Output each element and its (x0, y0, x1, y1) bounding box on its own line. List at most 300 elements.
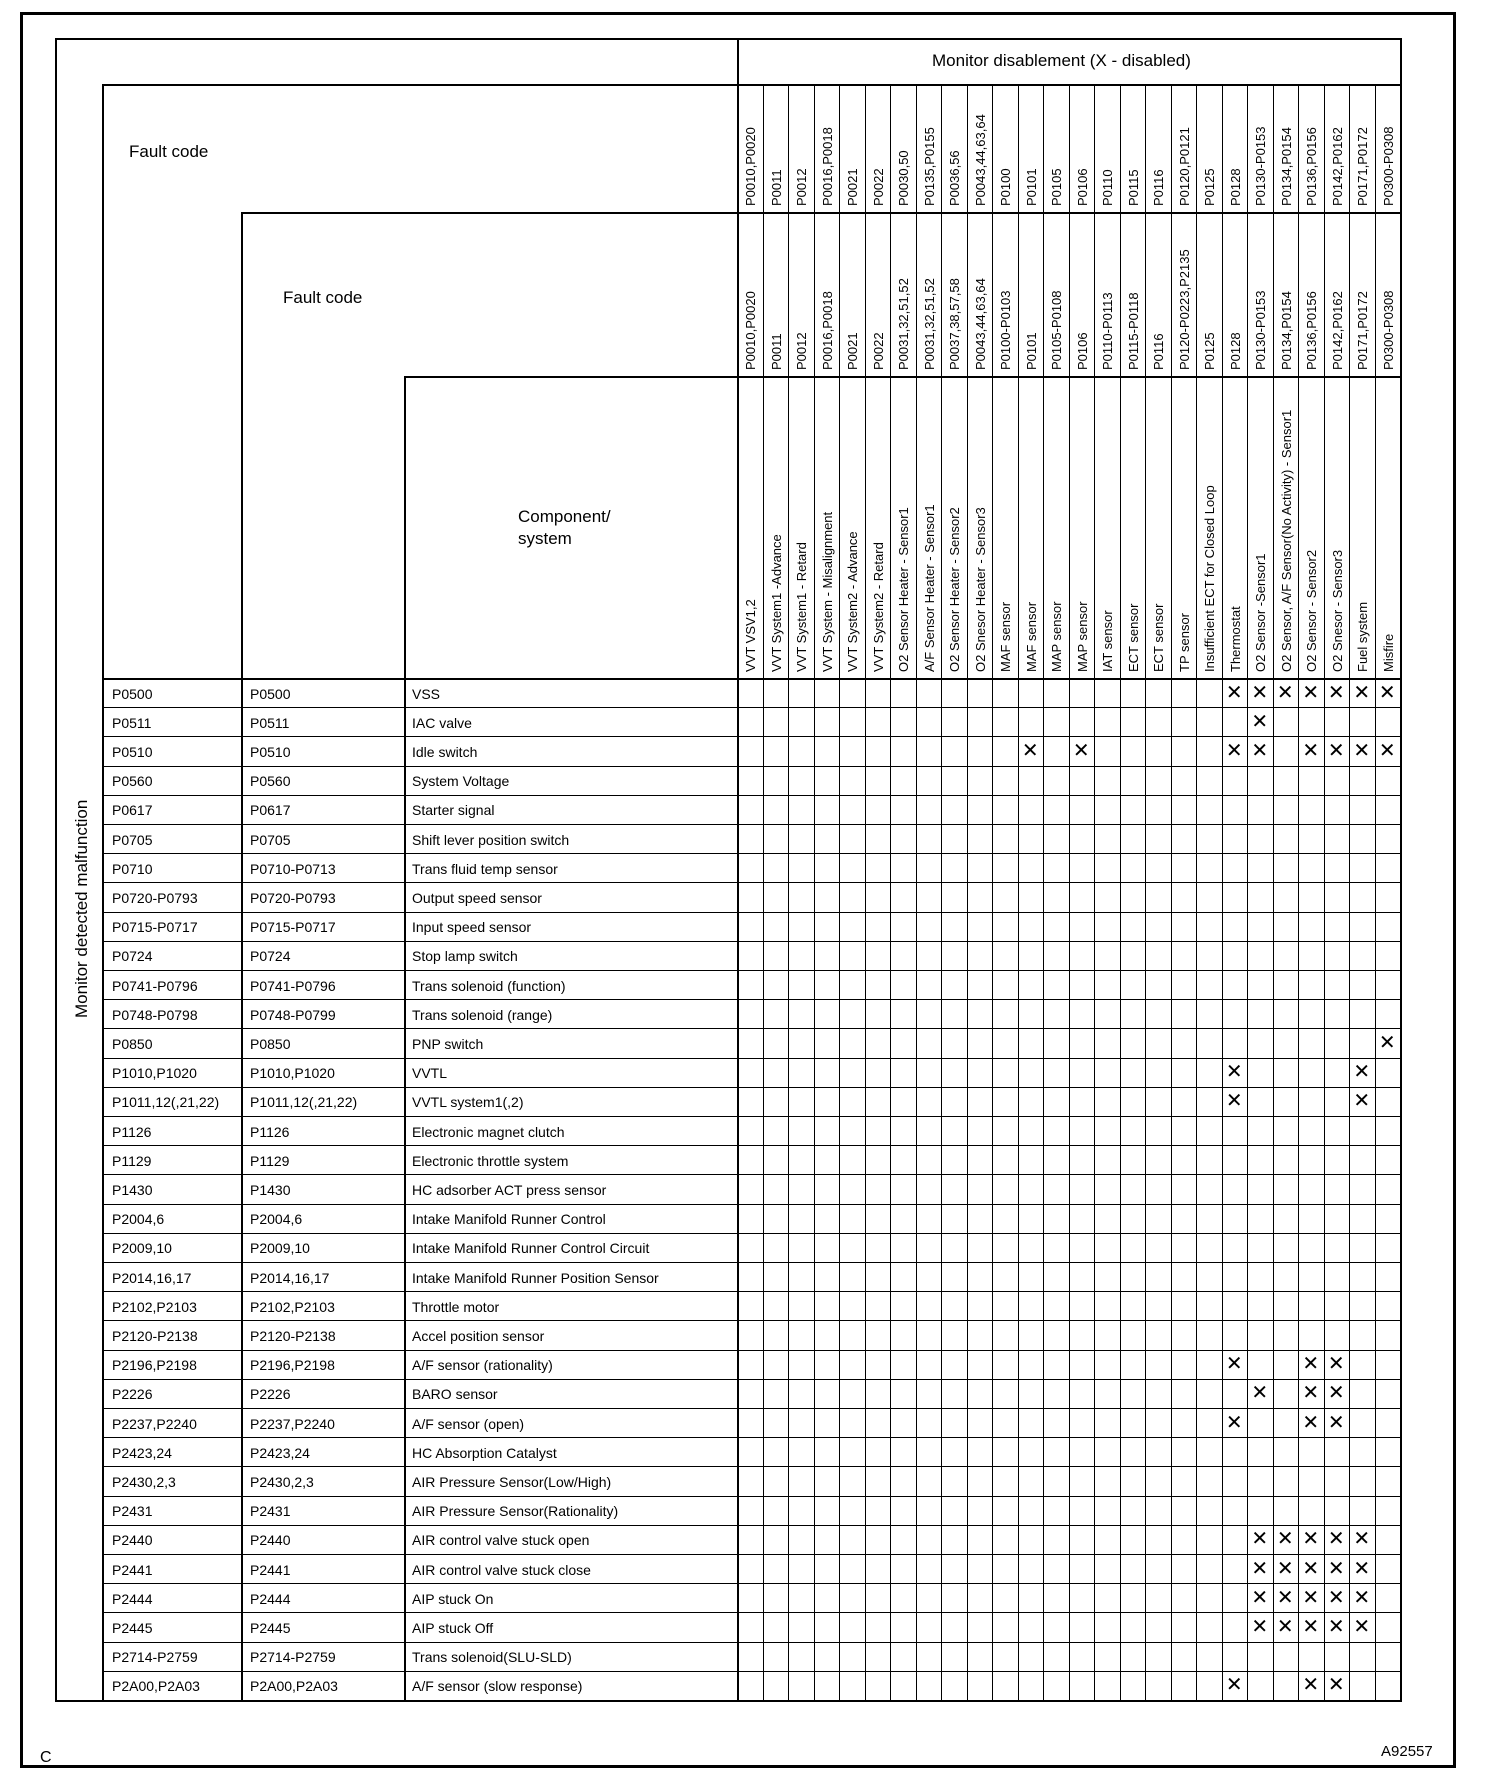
row-divider (102, 1671, 1400, 1672)
row-component: AIR control valve stuck close (412, 1561, 591, 1578)
disabled-mark: ✕ (1276, 1528, 1294, 1551)
column-code-2: P0010,P0020 (743, 291, 758, 370)
disabled-mark: ✕ (1378, 681, 1396, 704)
column-system: O2 Sensor - Sensor2 (1304, 549, 1319, 672)
row-component: Starter signal (412, 802, 495, 819)
col-divider-component (404, 376, 406, 1700)
row-code-2: P2440 (250, 1532, 291, 1549)
row-code-1: P2009,10 (112, 1240, 172, 1257)
disabled-mark: ✕ (1225, 1674, 1243, 1697)
column-system: MAP sensor (1074, 601, 1090, 672)
row-divider (102, 1028, 1400, 1029)
row-code-2: P0748-P0799 (250, 1006, 336, 1023)
row-component: System Voltage (412, 773, 510, 790)
disabled-mark: ✕ (1353, 1616, 1371, 1638)
header-component: Component/ system (518, 507, 611, 548)
row-code-2: P2423,24 (250, 1444, 310, 1461)
row-code-1: P0720-P0793 (112, 890, 198, 906)
disabled-mark: ✕ (1251, 1557, 1269, 1580)
table-border-right (1400, 38, 1402, 1702)
column-system: O2 Sensor Heater - Sensor2 (947, 507, 962, 672)
system-col-divider (890, 84, 891, 1700)
row-code-1: P0510 (112, 744, 153, 760)
col-divider-systems (737, 38, 739, 1700)
header-line-bottom (102, 678, 1400, 680)
row-component: HC Absorption Catalyst (412, 1444, 557, 1461)
row-code-1: P0741-P0796 (112, 977, 198, 994)
row-component: VSS (412, 685, 441, 702)
row-code-2: P2430,2,3 (250, 1474, 314, 1490)
system-col-divider (1349, 84, 1350, 1700)
system-col-divider (941, 84, 942, 1700)
column-system: TP sensor (1176, 612, 1192, 672)
figure-id: A92557 (1381, 1743, 1433, 1760)
row-code-2: P2120-P2138 (250, 1328, 336, 1344)
row-divider (102, 1466, 1400, 1467)
system-col-divider (763, 84, 764, 1700)
column-code-1: P0016,P0018 (819, 127, 835, 206)
system-col-divider (1324, 84, 1325, 1700)
disabled-mark: ✕ (1251, 1616, 1269, 1638)
table-border-top (55, 38, 1400, 40)
row-component: Intake Manifold Runner Control Circuit (412, 1240, 650, 1257)
column-code-2: P0016,P0018 (819, 291, 835, 370)
column-system: ECT sensor (1125, 603, 1141, 672)
column-code-2: P0115-P0118 (1125, 292, 1141, 370)
disabled-mark: ✕ (1353, 1061, 1371, 1084)
system-col-divider (865, 84, 866, 1700)
column-system: VVT System1 - Retard (794, 542, 809, 672)
row-code-1: P1126 (112, 1123, 152, 1140)
row-code-2: P0705 (250, 831, 291, 848)
column-code-2: P0136,P0156 (1304, 291, 1319, 370)
system-col-divider (1094, 84, 1095, 1700)
row-divider (102, 795, 1400, 796)
row-component: Idle switch (412, 744, 478, 760)
row-component: A/F sensor (open) (412, 1415, 525, 1432)
system-col-divider (1043, 84, 1044, 1700)
row-code-1: P2444 (112, 1590, 153, 1607)
header-line-2 (241, 212, 1400, 214)
column-code-2: P0043,44,63,64 (972, 278, 988, 370)
row-component: AIP stuck Off (412, 1620, 494, 1636)
row-code-1: P2441 (112, 1561, 153, 1578)
column-system: A/F Sensor Heater - Sensor1 (921, 504, 937, 672)
disabled-mark: ✕ (1251, 681, 1269, 704)
column-system: MAF sensor (998, 601, 1013, 672)
row-code-2: P1010,P1020 (250, 1065, 335, 1082)
row-component: AIR control valve stuck open (412, 1532, 590, 1549)
system-col-divider (967, 84, 968, 1700)
system-col-divider (1247, 84, 1248, 1700)
row-code-1: P1430 (112, 1182, 153, 1198)
row-component: PNP switch (412, 1036, 484, 1052)
row-divider (102, 999, 1400, 1000)
disabled-mark: ✕ (1327, 1353, 1345, 1376)
row-code-2: P2196,P2198 (250, 1357, 335, 1374)
column-code-2: P0125 (1202, 332, 1217, 370)
row-code-1: P2A00,P2A03 (112, 1678, 200, 1695)
row-code-2: P2009,10 (250, 1240, 310, 1257)
col-divider-code2 (241, 212, 243, 1700)
row-component: A/F sensor (rationality) (412, 1357, 553, 1374)
disabled-mark: ✕ (1302, 740, 1320, 762)
system-col-divider (1145, 84, 1146, 1700)
row-divider (102, 1525, 1400, 1526)
row-code-2: P0724 (250, 948, 291, 965)
corner-label: C (40, 1749, 52, 1766)
row-divider (102, 766, 1400, 767)
column-code-2: P0134,P0154 (1278, 291, 1294, 370)
column-system: MAF sensor (1023, 601, 1039, 672)
disabled-mark: ✕ (1327, 1382, 1345, 1405)
column-code-1: P0125 (1202, 168, 1217, 206)
row-code-2: P0617 (250, 802, 291, 819)
disabled-mark: ✕ (1276, 1616, 1294, 1638)
row-divider (102, 1379, 1400, 1380)
row-divider (102, 1174, 1400, 1175)
column-system: O2 Sensor, A/F Sensor(No Activity) - Sensor1 (1278, 409, 1294, 672)
row-code-1: P0705 (112, 831, 153, 848)
row-divider (102, 707, 1400, 708)
disabled-mark: ✕ (1378, 740, 1396, 762)
disabled-mark: ✕ (1353, 681, 1371, 704)
row-code-2: P2714-P2759 (250, 1649, 336, 1666)
row-divider (102, 1554, 1400, 1555)
row-component: Trans solenoid (range) (412, 1006, 553, 1023)
system-col-divider (839, 84, 840, 1700)
row-divider (102, 1262, 1400, 1263)
column-system: O2 Sensor Heater - Sensor1 (896, 507, 911, 672)
header-fault-code-1: Fault code (129, 142, 209, 161)
column-code-2: P0130-P0153 (1253, 290, 1268, 370)
row-component: Input speed sensor (412, 919, 532, 936)
row-divider (102, 1496, 1400, 1497)
disabled-mark: ✕ (1276, 681, 1294, 704)
system-col-divider (1196, 84, 1197, 1700)
column-code-2: P0100-P0103 (998, 290, 1013, 370)
system-col-divider (1171, 84, 1172, 1700)
disabled-mark: ✕ (1251, 740, 1269, 762)
disabled-mark: ✕ (1302, 1586, 1320, 1609)
row-code-1: P0715-P0717 (112, 919, 198, 936)
column-code-1: P0134,P0154 (1278, 127, 1294, 206)
row-code-1: P0500 (112, 685, 153, 702)
column-code-2: P0022 (870, 332, 886, 370)
row-code-2: P0510 (250, 744, 291, 760)
row-code-2: P2004,6 (250, 1211, 303, 1228)
column-code-2: P0120-P0223,P2135 (1176, 249, 1192, 370)
column-system: Fuel system (1355, 601, 1370, 672)
row-code-2: P2102,P2103 (250, 1298, 335, 1315)
row-code-1: P2120-P2138 (112, 1328, 198, 1344)
header-line-3 (404, 376, 1400, 378)
system-col-divider (814, 84, 815, 1700)
column-system: IAT sensor (1100, 610, 1115, 672)
row-code-1: P0850 (112, 1036, 153, 1052)
column-code-1: P0012 (794, 168, 809, 206)
row-divider (102, 1642, 1400, 1643)
row-component: HC adsorber ACT press sensor (412, 1182, 607, 1198)
disabled-mark: ✕ (1327, 1674, 1345, 1697)
column-system: O2 Sensor -Sensor1 (1253, 553, 1268, 672)
row-code-1: P2431 (112, 1503, 153, 1520)
row-divider (102, 1408, 1400, 1409)
row-component: Stop lamp switch (412, 948, 518, 965)
row-component: Trans fluid temp sensor (412, 860, 558, 877)
column-code-1: P0105 (1049, 168, 1064, 206)
table-border-left (55, 38, 57, 1700)
row-divider (102, 1612, 1400, 1613)
row-component: Shift lever position switch (412, 831, 570, 848)
row-code-2: P2441 (250, 1561, 291, 1578)
row-component: VVTL (412, 1065, 448, 1082)
disabled-mark: ✕ (1302, 681, 1320, 704)
row-code-1: P0511 (112, 714, 152, 731)
row-code-2: P1126 (250, 1123, 290, 1140)
row-code-2: P1129 (250, 1152, 290, 1169)
column-code-2: P0116 (1151, 333, 1166, 370)
column-code-2: P0037,38,57,58 (947, 278, 962, 370)
disabled-mark: ✕ (1353, 1528, 1371, 1551)
row-code-1: P2004,6 (112, 1211, 165, 1228)
row-divider (102, 1087, 1400, 1088)
disabled-mark: ✕ (1225, 740, 1243, 762)
row-component: Accel position sensor (412, 1328, 545, 1344)
row-code-1: P2430,2,3 (112, 1474, 176, 1490)
row-component: AIR Pressure Sensor(Low/High) (412, 1474, 612, 1490)
column-code-2: P0101 (1023, 332, 1039, 370)
row-component: Intake Manifold Runner Position Sensor (412, 1269, 659, 1286)
disabled-mark: ✕ (1021, 740, 1039, 762)
column-code-2: P0031,32,51,52 (921, 278, 937, 370)
row-divider (102, 1291, 1400, 1292)
row-code-1: P0724 (112, 948, 153, 965)
system-col-divider (992, 84, 993, 1700)
column-code-1: P0130-P0153 (1253, 126, 1268, 206)
column-code-2: P0012 (794, 332, 809, 370)
disabled-mark: ✕ (1327, 1557, 1345, 1580)
row-code-1: P2014,16,17 (112, 1269, 192, 1286)
header-fault-code-2: Fault code (283, 288, 363, 307)
column-system: Thermostat (1227, 606, 1243, 672)
column-system: VVT System2 - Advance (845, 531, 860, 672)
column-code-2: P0106 (1074, 332, 1090, 370)
column-system: Misfire (1380, 633, 1396, 672)
row-code-2: P0720-P0793 (250, 890, 336, 906)
row-code-2: P2226 (250, 1386, 291, 1403)
disabled-mark: ✕ (1327, 681, 1345, 704)
column-code-2: P0011 (768, 333, 784, 370)
row-component: Output speed sensor (412, 890, 542, 906)
column-code-2: P0300-P0308 (1380, 290, 1396, 370)
column-code-2: P0142,P0162 (1329, 291, 1345, 370)
row-divider (102, 882, 1400, 883)
column-code-1: P0142,P0162 (1329, 127, 1345, 206)
column-system: VVT VSV1,2 (743, 599, 758, 672)
disabled-mark: ✕ (1302, 1557, 1320, 1580)
row-code-1: P1011,12(,21,22) (112, 1094, 220, 1111)
column-code-1: P0043,44,63,64 (972, 114, 988, 206)
disabled-mark: ✕ (1225, 1061, 1243, 1084)
row-divider (102, 736, 1400, 737)
disabled-mark: ✕ (1327, 1528, 1345, 1551)
row-code-2: P2445 (250, 1620, 291, 1636)
row-divider (102, 824, 1400, 825)
disabled-mark: ✕ (1225, 681, 1243, 704)
row-component: VVTL system1(,2) (412, 1094, 524, 1111)
row-component: Throttle motor (412, 1298, 500, 1315)
column-code-2: P0128 (1227, 332, 1243, 370)
row-divider (102, 1320, 1400, 1321)
row-code-1: P2196,P2198 (112, 1357, 197, 1374)
row-code-1: P2714-P2759 (112, 1649, 198, 1666)
column-system: ECT sensor (1151, 603, 1166, 672)
disabled-mark: ✕ (1353, 1586, 1371, 1609)
row-divider (102, 853, 1400, 854)
row-code-1: P2445 (112, 1620, 153, 1636)
disabled-mark: ✕ (1251, 1586, 1269, 1609)
row-code-1: P0748-P0798 (112, 1006, 198, 1023)
column-system: Insufficient ECT for Closed Loop (1202, 485, 1217, 672)
disabled-mark: ✕ (1225, 1090, 1243, 1113)
disabled-mark: ✕ (1276, 1586, 1294, 1609)
column-code-1: P0116 (1151, 169, 1166, 206)
column-code-1: P0030,50 (896, 150, 911, 206)
row-code-1: P1129 (112, 1152, 152, 1169)
row-code-2: P0850 (250, 1036, 291, 1052)
row-code-2: P1011,12(,21,22) (250, 1094, 358, 1111)
row-divider (102, 1145, 1400, 1146)
disabled-mark: ✕ (1302, 1382, 1320, 1405)
row-component: BARO sensor (412, 1386, 498, 1403)
disabled-mark: ✕ (1327, 740, 1345, 762)
disabled-mark: ✕ (1353, 740, 1371, 762)
table-border-bottom (55, 1700, 1400, 1702)
row-component: Trans solenoid (function) (412, 977, 566, 994)
row-code-1: P0617 (112, 802, 153, 819)
row-divider (102, 1116, 1400, 1117)
column-code-1: P0106 (1074, 168, 1090, 206)
row-code-1: P2237,P2240 (112, 1415, 197, 1432)
column-code-1: P0100 (998, 168, 1013, 206)
disabled-mark: ✕ (1353, 1557, 1371, 1580)
row-code-1: P2102,P2103 (112, 1298, 197, 1315)
row-code-2: P2431 (250, 1503, 291, 1520)
disabled-mark: ✕ (1327, 1411, 1345, 1434)
row-code-2: P2237,P2240 (250, 1415, 335, 1432)
row-code-2: P1430 (250, 1182, 291, 1198)
row-code-2: P0710-P0713 (250, 860, 336, 877)
row-code-2: P2444 (250, 1590, 291, 1607)
header-line-1 (102, 84, 1400, 86)
row-component: Electronic throttle system (412, 1152, 569, 1169)
row-divider (102, 1058, 1400, 1059)
row-component: Trans solenoid(SLU-SLD) (412, 1649, 572, 1666)
disabled-mark: ✕ (1225, 1411, 1243, 1434)
row-code-2: P2A00,P2A03 (250, 1678, 338, 1695)
column-code-1: P0115 (1125, 169, 1141, 206)
row-code-1: P2226 (112, 1386, 153, 1403)
system-col-divider (1298, 84, 1299, 1700)
column-system: VVT System - Misalignment (819, 511, 835, 672)
side-label: Monitor detected malfunction (72, 799, 91, 1018)
disabled-mark: ✕ (1327, 1616, 1345, 1638)
column-code-1: P0110 (1100, 169, 1115, 206)
column-system: VVT System1 -Advance (768, 534, 784, 672)
disabled-mark: ✕ (1072, 740, 1090, 762)
column-code-1: P0300-P0308 (1380, 126, 1396, 206)
disabled-mark: ✕ (1302, 1674, 1320, 1697)
disabled-mark: ✕ (1378, 1032, 1396, 1054)
row-component: Electronic magnet clutch (412, 1123, 565, 1140)
column-code-1: P0136,P0156 (1304, 127, 1319, 206)
row-component: A/F sensor (slow response) (412, 1678, 583, 1695)
column-code-1: P0010,P0020 (743, 127, 758, 206)
system-col-divider (1375, 84, 1376, 1700)
row-code-1: P2423,24 (112, 1444, 172, 1461)
row-divider (102, 1350, 1400, 1351)
disabled-mark: ✕ (1276, 1557, 1294, 1580)
row-divider (102, 1204, 1400, 1205)
row-code-2: P0500 (250, 685, 291, 702)
disabled-mark: ✕ (1225, 1353, 1243, 1376)
row-code-1: P1010,P1020 (112, 1065, 197, 1082)
column-code-1: P0036,56 (947, 150, 962, 206)
system-col-divider (1069, 84, 1070, 1700)
row-divider (102, 941, 1400, 942)
column-system: O2 Snesor Heater - Sensor3 (972, 507, 988, 672)
column-code-1: P0021 (845, 168, 860, 206)
column-system: O2 Snesor - Sensor3 (1329, 549, 1345, 672)
row-code-1: P0560 (112, 773, 153, 790)
disabled-mark: ✕ (1302, 1353, 1320, 1376)
column-system: VVT System2 - Retard (870, 542, 886, 672)
column-code-1: P0011 (768, 169, 784, 206)
row-code-1: P0710 (112, 860, 153, 877)
row-code-2: P0715-P0717 (250, 919, 336, 936)
disabled-mark: ✕ (1251, 1528, 1269, 1551)
row-divider (102, 1437, 1400, 1438)
column-code-1: P0135,P0155 (921, 127, 937, 206)
row-component: Intake Manifold Runner Control (412, 1211, 606, 1228)
system-col-divider (1273, 84, 1274, 1700)
system-col-divider (1222, 84, 1223, 1700)
row-component: AIR Pressure Sensor(Rationality) (412, 1503, 619, 1520)
system-col-divider (1120, 84, 1121, 1700)
group-header: Monitor disablement (X - disabled) (932, 51, 1191, 70)
disabled-mark: ✕ (1327, 1586, 1345, 1609)
row-divider (102, 1583, 1400, 1584)
column-code-1: P0101 (1023, 168, 1039, 206)
column-code-1: P0022 (870, 168, 886, 206)
column-code-1: P0171,P0172 (1355, 127, 1370, 206)
row-component: AIP stuck On (412, 1590, 494, 1607)
disabled-mark: ✕ (1302, 1411, 1320, 1434)
col-divider-code1 (102, 84, 104, 1700)
column-code-1: P0128 (1227, 168, 1243, 206)
column-code-2: P0110-P0113 (1100, 292, 1115, 370)
system-col-divider (788, 84, 789, 1700)
row-divider (102, 912, 1400, 913)
row-divider (102, 970, 1400, 971)
row-code-1: P2440 (112, 1532, 153, 1549)
column-code-2: P0021 (845, 332, 860, 370)
disabled-mark: ✕ (1302, 1528, 1320, 1551)
row-code-2: P0741-P0796 (250, 977, 336, 994)
column-code-2: P0171,P0172 (1355, 291, 1370, 370)
row-divider (102, 1233, 1400, 1234)
